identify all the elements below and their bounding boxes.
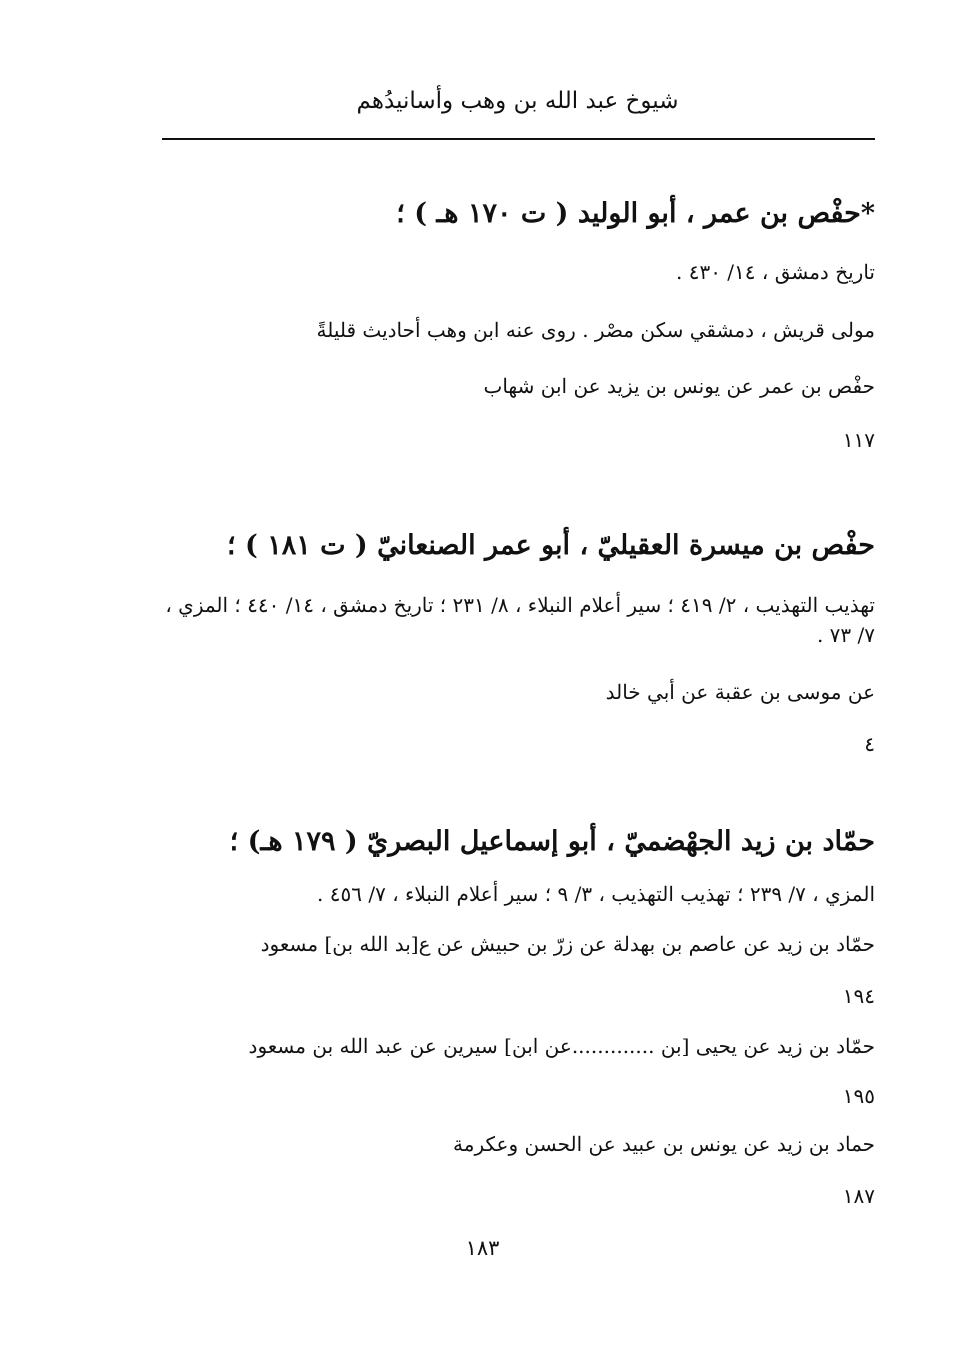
entry-chain: حمّاد بن زيد عن عاصم بن بهدلة عن زرّ بن حبيش عن ع[بد الله بن] مسعود <box>260 932 875 956</box>
entry-sources: المزي ، ٧/ ٢٣٩ ؛ تهذيب التهذيب ، ٣/ ٩ ؛ سير أعلام النبلاء ، ٧/ ٤٥٦ . <box>317 882 875 906</box>
entry-heading: حمّاد بن زيد الجهْضميّ ، أبو إسماعيل البصريّ ( ١٧٩ هـ) ؛ <box>229 826 875 857</box>
entry-chain: عن موسى بن عقبة عن أبي خالد <box>605 680 875 704</box>
entry-chain: حماد بن زيد عن يونس بن عبيد عن الحسن وعكرمة <box>453 1132 875 1156</box>
header-rule <box>162 138 875 140</box>
entry-number: ١٩٥ <box>842 1084 875 1108</box>
entry-sources: تهذيب التهذيب ، ٢/ ٤١٩ ؛ سير أعلام النبلاء ، ٨/ ٢٣١ ؛ تاريخ دمشق ، ١٤/ ٤٤٠ ؛ المزي ، ٧/ ٧٣ . <box>165 593 875 647</box>
entry-number: ١٩٤ <box>842 984 875 1008</box>
running-header: شيوخ عبد الله بن وهب وأسانيدُهم <box>356 88 679 114</box>
page-number: ١٨٣ <box>465 1236 500 1260</box>
entry-heading: حفْص بن ميسرة العقيليّ ، أبو عمر الصنعانيّ ( ت ١٨١ ) ؛ <box>227 530 875 561</box>
entry-number: ١٨٧ <box>842 1184 875 1208</box>
entry-chain: حفْص بن عمر عن يونس بن يزيد عن ابن شهاب <box>483 374 875 398</box>
entry-chain: حمّاد بن زيد عن يحيى [بن .............عن ابن] سيرين عن عبد الله بن مسعود <box>248 1034 875 1058</box>
entry-heading: *حفْص بن عمر ، أبو الوليد ( ت ١٧٠ هـ ) ؛ <box>396 198 875 229</box>
entry-number: ١١٧ <box>842 428 875 452</box>
entry-number: ٤ <box>864 732 875 756</box>
entry-note: مولى قريش ، دمشقي سكن مصْر . روى عنه ابن وهب أحاديث قليلةً <box>316 318 875 342</box>
entry-sources: تاريخ دمشق ، ١٤/ ٤٣٠ . <box>675 260 875 284</box>
